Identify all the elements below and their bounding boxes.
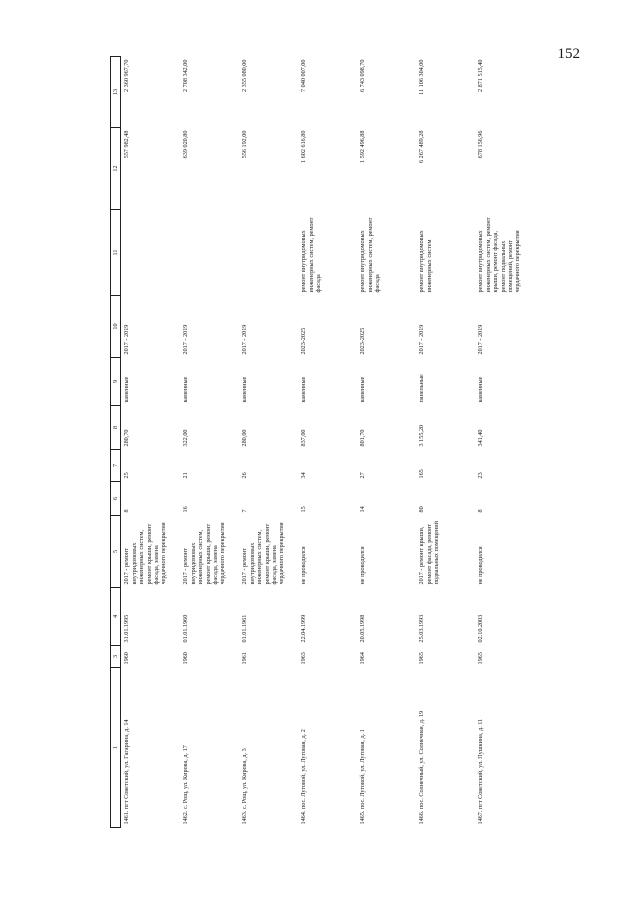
last-repair-cell: не проводился xyxy=(359,546,367,585)
floors-cell: 16 xyxy=(182,506,190,513)
planned-works-cell xyxy=(121,210,181,296)
col-number: 4 xyxy=(111,588,121,646)
planned-works-cell: ремонт внутридомовых инженерных систем, ремонт фасада xyxy=(359,217,382,293)
residents-cell: 165 xyxy=(418,469,426,479)
date-cell: 22.04.1999 xyxy=(300,614,308,643)
area-cell: 3 155,20 xyxy=(418,424,426,447)
floors-cell: 8 xyxy=(477,509,485,513)
table-row xyxy=(239,57,298,828)
col-number: 11 xyxy=(111,210,121,296)
planned-works-cell xyxy=(180,210,239,296)
col-number: 3 xyxy=(111,646,121,668)
capital-repair-table xyxy=(110,57,541,829)
planned-period-cell: 2017 - 2019 xyxy=(418,324,426,355)
residents-cell: 21 xyxy=(182,472,190,479)
address-cell: 1463. с. Рощ, ул. Кирова, д. 3 xyxy=(241,748,249,825)
col-number: 12 xyxy=(111,128,121,210)
table-row xyxy=(298,57,357,828)
col-number: 8 xyxy=(111,406,121,450)
table-row xyxy=(180,57,239,828)
residents-cell: 26 xyxy=(241,472,249,479)
floors-cell: 80 xyxy=(418,506,426,513)
col-number: 13 xyxy=(111,57,121,128)
wall-material-cell: каменные xyxy=(241,376,249,403)
table-row xyxy=(475,57,541,828)
wall-material-cell: каменные xyxy=(359,376,367,403)
page-number: 152 xyxy=(557,46,580,62)
planned-works-cell: ремонт внутридомовых инженерных систем, ремонт крыши, ремонт фасада, ремонт подвальных помещений, ремонт чердачного перекрытия xyxy=(477,217,522,293)
table-row xyxy=(121,57,181,828)
year-cell: 1965 xyxy=(477,652,485,665)
address-cell: 1464. пос. Луговой, ул. Луговая, д. 2 xyxy=(300,729,308,825)
last-repair-cell: не проводился xyxy=(477,546,485,585)
area-cell: 837,00 xyxy=(300,429,308,447)
planned-period-cell: 2017 - 2019 xyxy=(477,324,485,355)
residents-cell: 25 xyxy=(123,472,131,479)
last-repair-cell: 2017 - ремонт внутридомовых инженерных систем, ремонт крыши, ремонт фасада, замена чердачного перекрытия xyxy=(241,522,286,585)
planned-period-cell: 2017 - 2019 xyxy=(123,324,131,355)
wall-material-cell: каменные xyxy=(182,376,190,403)
cost-cell: 678 156,96 xyxy=(477,130,485,159)
date-cell: 02.10.2003 xyxy=(477,614,485,643)
planned-works-cell: ремонт внутридомовых инженерных систем, ремонт фасада xyxy=(300,217,323,293)
planned-period-cell: 2017 - 2019 xyxy=(241,324,249,355)
wall-material-cell: каменные xyxy=(300,376,308,403)
area-cell: 280,00 xyxy=(241,429,249,447)
year-cell: 1963 xyxy=(300,652,308,665)
last-repair-cell: 2017 - ремонт внутридомовых инженерных систем, ремонт крыши, ремонт фасада, замена чердачного перекрытия xyxy=(123,522,168,585)
wall-material-cell: панельные xyxy=(418,374,426,403)
year-cell: 1960 xyxy=(182,652,190,665)
wall-material-cell: каменные xyxy=(477,376,485,403)
table-row xyxy=(416,57,475,828)
col-number: 5 xyxy=(111,516,121,588)
address-cell: 1462. с. Рощ, ул. Кирова, д. 17 xyxy=(182,745,190,825)
col-number: 10 xyxy=(111,296,121,358)
total-cost-cell: 2 355 080,00 xyxy=(241,59,249,92)
date-cell: 20.05.1998 xyxy=(359,614,367,643)
residents-cell: 23 xyxy=(477,472,485,479)
residents-cell: 27 xyxy=(359,472,367,479)
cost-cell: 1 592 496,88 xyxy=(359,130,367,163)
year-cell: 1964 xyxy=(359,652,367,665)
floors-cell: 8 xyxy=(123,509,131,513)
planned-period-cell: 2017 - 2019 xyxy=(182,324,190,355)
planned-period-cell: 2023-2025 xyxy=(359,327,367,355)
floors-cell: 14 xyxy=(359,506,367,513)
col-number: 6 xyxy=(111,482,121,516)
last-repair-cell: 2017 - ремонт крыши, ремонт фасада, ремонт подвальных помещений xyxy=(418,521,441,585)
table-row xyxy=(357,57,416,828)
total-cost-cell: 2 708 342,00 xyxy=(182,59,190,92)
residents-cell: 34 xyxy=(300,472,308,479)
address-cell: 1466. пос. Солнечный, ул. Солнечная, д. 19 xyxy=(418,710,426,825)
floors-cell: 7 xyxy=(241,509,249,513)
column-number-row xyxy=(111,57,121,828)
total-cost-cell: 2 871 515,40 xyxy=(477,59,485,92)
area-cell: 801,70 xyxy=(359,429,367,447)
date-cell: 01.01.1960 xyxy=(182,614,190,643)
last-repair-cell: 2017 - ремонт внутридомовых инженерных систем, ремонт крыши, ремонт фасада, замена чердачного перекрытия xyxy=(182,522,227,585)
total-cost-cell: 2 360 967,70 xyxy=(123,59,131,92)
rotated-table-wrapper xyxy=(110,57,596,828)
date-cell: 31.01.1995 xyxy=(123,614,131,643)
col-number: 9 xyxy=(111,358,121,406)
total-cost-cell: 11 106 304,00 xyxy=(418,59,426,95)
year-cell: 1965 xyxy=(418,652,426,665)
planned-works-cell xyxy=(239,210,298,296)
col-number: 1 xyxy=(111,668,121,828)
area-cell: 280,70 xyxy=(123,429,131,447)
address-cell: 1461. пгт Советский, ул. Гагарина, д. 14 xyxy=(123,719,131,825)
cost-cell: 556 192,00 xyxy=(241,130,249,159)
address-cell: 1465. пос. Луговой, ул. Луговая, д. 1 xyxy=(359,729,367,825)
cost-cell: 557 982,48 xyxy=(123,130,131,159)
col-number: 7 xyxy=(111,450,121,482)
date-cell: 25.03.1993 xyxy=(418,614,426,643)
total-cost-cell: 7 040 007,00 xyxy=(300,59,308,92)
year-cell: 1961 xyxy=(241,652,249,665)
planned-works-cell: ремонт внутридомовых инженерных систем xyxy=(418,230,433,293)
area-cell: 322,00 xyxy=(182,429,190,447)
date-cell: 01.01.1961 xyxy=(241,614,249,643)
wall-material-cell: каменные xyxy=(123,376,131,403)
address-cell: 1467. пгт Советский, ул. Пушкина, д. 11 xyxy=(477,718,485,825)
cost-cell: 6 267 489,28 xyxy=(418,130,426,163)
planned-period-cell: 2023-2025 xyxy=(300,327,308,355)
cost-cell: 1 602 616,80 xyxy=(300,130,308,163)
total-cost-cell: 6 743 098,70 xyxy=(359,59,367,92)
floors-cell: 15 xyxy=(300,506,308,513)
year-cell: 1960 xyxy=(123,652,131,665)
last-repair-cell: не проводился xyxy=(300,546,308,585)
area-cell: 341,40 xyxy=(477,429,485,447)
cost-cell: 639 020,80 xyxy=(182,130,190,159)
